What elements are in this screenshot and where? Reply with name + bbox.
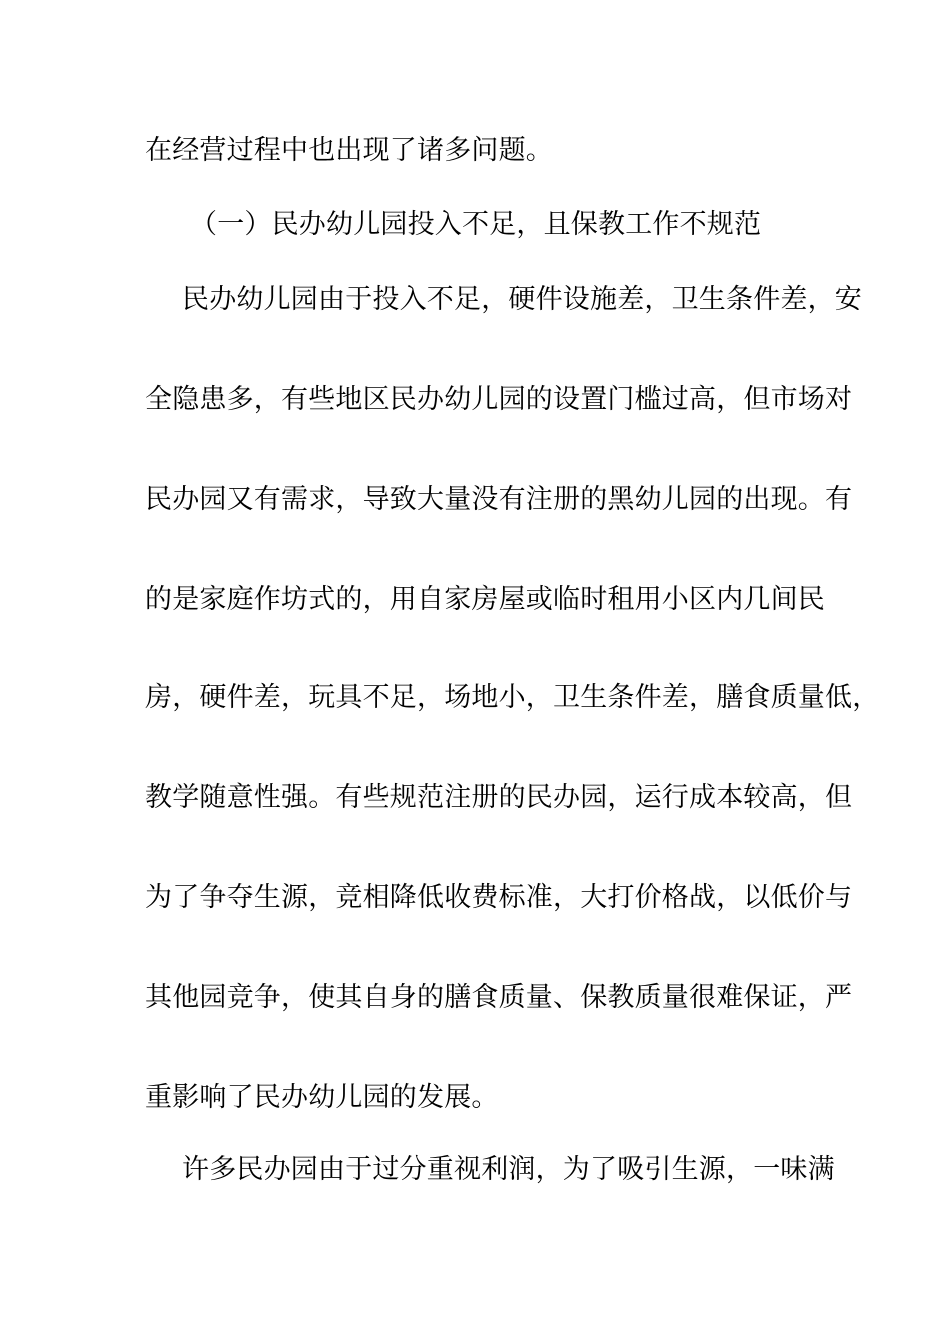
paragraph-line: 其他园竞争，使其自身的膳食质量、保教质量很难保证，严 <box>145 982 853 1013</box>
paragraph-line: 重影响了民办幼儿园的发展。 <box>145 1082 499 1113</box>
paragraph-line: 为了争夺生源，竞相降低收费标准，大打价格战，以低价与 <box>145 882 853 913</box>
paragraph-line: 房，硬件差，玩具不足，场地小，卫生条件差，膳食质量低， <box>145 682 880 713</box>
paragraph-line: 民办幼儿园由于投入不足，硬件设施差，卫生条件差，安 <box>182 284 862 315</box>
paragraph-line: 的是家庭作坊式的，用自家房屋或临时租用小区内几间民 <box>145 584 825 615</box>
paragraph-line: 教学随意性强。有些规范注册的民办园，运行成本较高，但 <box>145 782 853 813</box>
paragraph-line: 民办园又有需求，导致大量没有注册的黑幼儿园的出现。有 <box>145 484 853 515</box>
paragraph-line: 全隐患多，有些地区民办幼儿园的设置门槛过高，但市场对 <box>145 384 853 415</box>
paragraph-line: 许多民办园由于过分重视利润，为了吸引生源，一味满 <box>182 1154 835 1185</box>
section-heading: （一）民办幼儿园投入不足，且保教工作不规范 <box>190 209 762 240</box>
paragraph-continuation-line: 在经营过程中也出现了诸多问题。 <box>145 135 553 166</box>
